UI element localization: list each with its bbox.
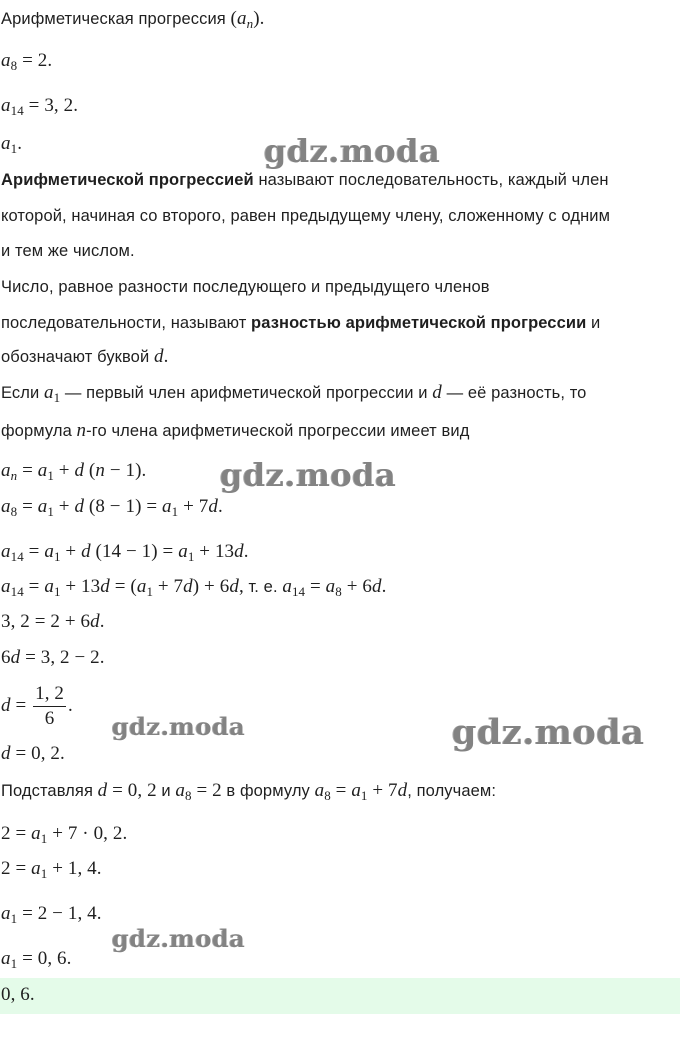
equation-fraction: d = $\frac{1, 2}{6}$ . — [1, 683, 73, 729]
formula-intro-e: -го члена арифметической прогрессии имеет вид — [86, 422, 470, 440]
text-that-is: т. е. — [243, 578, 283, 596]
substitution-line: Подставляя d = 0, 2 и $a_8 = 2$ в формулу $a_8 = a_1 + 7d$, получаем: — [1, 780, 497, 803]
formula-intro-line-1: Если $a_1$ — первый член арифметической прогрессии и d — её разность, то — [1, 382, 587, 405]
fraction: $\frac{1, 2}{6}$ — [35, 683, 65, 729]
subst-text-and: и — [156, 782, 176, 800]
watermark: gdz.moda — [112, 712, 246, 741]
difference-letter-text: обозначают буквой — [1, 348, 154, 366]
equation-d: d = 0, 2. — [1, 743, 65, 764]
formula-intro-line-2: формула n-го члена арифметической прогрессии имеет вид — [1, 420, 470, 441]
definition-line-1 — [1, 171, 609, 190]
definition-text: называют последовательность, каждый член — [253, 171, 609, 189]
watermark: gdz.moda — [112, 924, 246, 953]
formula-general: $a_n = a_1 + d$ (n − 1). — [1, 460, 147, 483]
term-difference: разностью арифметической прогрессии — [251, 314, 587, 332]
difference-text-end: и — [586, 314, 601, 332]
given-title-line — [1, 8, 264, 32]
answer-text: 0, 6. — [1, 984, 35, 1005]
subst-text-b: в формулу — [221, 782, 315, 800]
formula-intro-a: Если — [1, 384, 44, 402]
difference-line-2 — [1, 314, 600, 333]
given-a8: $a_8 = 2$. — [1, 50, 53, 73]
difference-text: последовательности, называют — [1, 314, 252, 332]
formula-intro-b: — первый член арифметической прогрессии и — [60, 384, 433, 402]
watermark: gdz.moda — [220, 456, 397, 494]
math-sequence: $(a_n)$. — [230, 8, 265, 31]
difference-line-3: обозначают буквой d. — [1, 346, 169, 367]
equation-a1: $a_1 = 0$, 6. — [1, 948, 72, 971]
subst-text-c: , получаем: — [407, 782, 497, 800]
given-title: Арифметическая прогрессия — [1, 10, 226, 28]
equation-1: 3, 2 = 2 + 6d. — [1, 611, 105, 632]
watermark: gdz.moda — [264, 132, 441, 170]
formula-a14: $a_{14} = a_1 + d$ $(14 - 1) = a_1 + 13d$. — [1, 541, 249, 564]
equation-4: $2 = a_1 + 1$, 4. — [1, 858, 102, 881]
definition-line-2: которой, начиная со второго, равен предыдущему члену, сложенному с одним — [1, 207, 611, 225]
equation-5: $a_1 = 2 - 1$, 4. — [1, 903, 102, 926]
given-a14: $a_{14} = 3$, 2. — [1, 95, 79, 118]
formula-a8: $a_8 = a_1 + d$ $(8 - 1) = a_1 + 7d$. — [1, 496, 223, 519]
difference-line-1: Число, равное разности последующего и предыдущего членов — [1, 278, 490, 296]
equation-3: $2 = a_1 + 7 \cdot 0$, 2. — [1, 823, 128, 846]
term-arithmetic-progression: Арифметической прогрессией — [1, 171, 254, 189]
formula-intro-c: — её разность, то — [441, 384, 587, 402]
formula-a14-expanded: $a_{14} = a_1 + 13d = (a_1 + 7d) + 6d$, т. е. $a_{14} = a_8 + 6d$. — [1, 576, 387, 599]
formula-intro-d: формула — [1, 422, 77, 440]
definition-line-3: и тем же числом. — [1, 242, 135, 260]
find-a1: $a_1$. — [1, 133, 23, 156]
answer-box — [0, 978, 680, 1014]
subst-text-a: Подставляя — [1, 782, 98, 800]
equation-2: 6d = 3, 2 − 2. — [1, 647, 105, 668]
watermark: gdz.moda — [452, 712, 645, 753]
